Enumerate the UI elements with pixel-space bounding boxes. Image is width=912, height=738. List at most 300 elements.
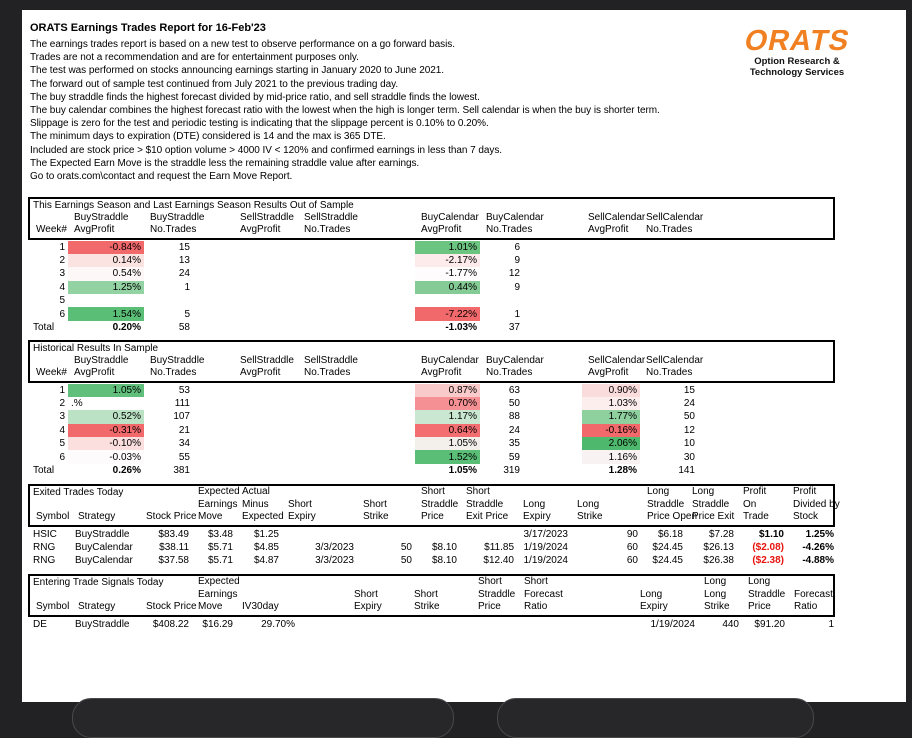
- column-header-cell: Long: [692, 486, 715, 497]
- table-cell: 1/19/2024: [523, 555, 568, 567]
- column-header-cell: SellCalendar: [588, 354, 646, 366]
- table-cell: [298, 267, 347, 280]
- table-cell: ($2.08): [752, 541, 784, 553]
- season-table-title: This Earnings Season and Last Earnings Season Results Out of Sample: [33, 200, 354, 211]
- table-cell: 1.03%: [582, 397, 640, 410]
- table-cell: 0.70%: [415, 397, 480, 410]
- column-header-cell: No.Trades: [304, 224, 351, 235]
- table-cell: 0.54%: [68, 267, 144, 280]
- table-cell: [298, 437, 347, 450]
- table-cell: -1.03%: [445, 321, 477, 333]
- entering-table-header-box: [28, 574, 835, 617]
- column-header-cell: Short: [466, 486, 490, 497]
- table-cell: BuyCalendar: [75, 541, 133, 553]
- column-header-cell: [576, 576, 636, 589]
- table-cell: [698, 294, 837, 307]
- table-cell: $8.10: [431, 555, 457, 567]
- column-header-cell: AvgProfit: [421, 367, 462, 378]
- column-header-cell: SellStraddle: [240, 211, 294, 223]
- column-header-cell: Expiry: [523, 511, 551, 522]
- column-header-cell: Straddle: [748, 588, 786, 600]
- intro-line: Go to orats.com\contact and request the Earn Move Report.: [30, 171, 293, 183]
- table-cell: [234, 424, 298, 437]
- table-cell: $26.13: [703, 541, 734, 553]
- column-header-cell: Forecast: [524, 588, 563, 600]
- table-row: [30, 437, 837, 450]
- table-cell: 1/19/2024: [650, 618, 695, 630]
- season-table: [30, 241, 837, 335]
- table-cell: [698, 254, 837, 267]
- table-cell: [193, 254, 234, 267]
- column-header-cell: [482, 199, 525, 212]
- table-cell: [193, 384, 234, 397]
- table-cell: HSIC: [33, 528, 57, 540]
- table-cell: 4: [59, 424, 65, 436]
- column-header-cell: Earnings: [198, 588, 238, 600]
- table-cell: [193, 307, 234, 320]
- table-cell: RNG: [33, 555, 56, 567]
- table-cell: [282, 528, 357, 541]
- table-cell: 1.01%: [415, 241, 480, 254]
- table-cell: 3/3/2023: [315, 555, 354, 567]
- table-cell: [234, 437, 298, 450]
- table-cell: [698, 397, 837, 410]
- table-cell: [298, 410, 347, 423]
- column-header-cell: BuyStraddle: [74, 211, 129, 223]
- column-header-cell: [349, 224, 417, 237]
- column-header-cell: [525, 224, 584, 237]
- table-cell: 12: [508, 268, 520, 280]
- table-cell: 319: [503, 464, 520, 476]
- column-header-cell: Ratio: [524, 601, 548, 612]
- table-cell: BuyCalendar: [75, 555, 133, 567]
- column-header-cell: Week#: [36, 224, 67, 235]
- bottom-pill-left[interactable]: [72, 698, 454, 738]
- column-header-cell: Price Open: [647, 511, 698, 522]
- table-cell: 0.64%: [415, 424, 480, 437]
- table-cell: -0.03%: [68, 450, 144, 463]
- table-cell: 2: [59, 254, 65, 266]
- column-header-cell: Week#: [36, 367, 67, 378]
- table-cell: 5: [184, 308, 190, 320]
- column-header-cell: Price: [478, 601, 501, 612]
- historical-table-header-box: [28, 340, 835, 383]
- table-cell: [193, 437, 234, 450]
- column-header-cell: [349, 199, 417, 212]
- table-cell: $37.58: [158, 555, 189, 567]
- column-header-cell: Strategy: [78, 511, 116, 522]
- intro-line: Included are stock price > $10 option volume > 4000 IV < 120% and confirmed earnings in less than 7 days.: [30, 144, 502, 156]
- column-header-cell: Straddle: [692, 498, 730, 510]
- table-cell: [298, 281, 347, 294]
- column-header-cell: Earnings: [198, 498, 238, 510]
- table-cell: [582, 254, 640, 267]
- table-cell: $38.11: [159, 541, 189, 553]
- table-cell: 0.26%: [112, 464, 141, 476]
- column-header-cell: [573, 486, 643, 499]
- table-cell: 0.52%: [68, 410, 144, 423]
- table-cell: BuyStraddle: [75, 528, 130, 540]
- column-header-cell: [417, 199, 482, 212]
- entering-table: [30, 618, 837, 631]
- table-cell: [347, 384, 415, 397]
- table-cell: 381: [173, 464, 190, 476]
- table-cell: 10: [683, 438, 695, 450]
- table-cell: [523, 397, 582, 410]
- table-cell: 0.20%: [112, 321, 141, 333]
- table-cell: 1.16%: [582, 450, 640, 463]
- column-header-cell: Long: [640, 588, 663, 600]
- column-header-cell: BuyStraddle: [74, 354, 129, 366]
- table-cell: 1.77%: [582, 410, 640, 423]
- table-cell: 1.25%: [68, 281, 144, 294]
- table-cell: 24: [508, 424, 520, 436]
- column-header-cell: Straddle: [478, 588, 516, 600]
- table-cell: [347, 450, 415, 463]
- column-header-cell: No.Trades: [646, 367, 693, 378]
- table-cell: -0.31%: [68, 424, 144, 437]
- table-row: [30, 384, 837, 397]
- column-header-row: [32, 486, 839, 499]
- column-header-cell: [350, 576, 410, 589]
- column-header-cell: [642, 199, 700, 212]
- column-header-cell: Stock Price: [146, 601, 197, 612]
- table-cell: [523, 464, 582, 477]
- table-cell: Total: [33, 464, 55, 476]
- table-cell: 21: [178, 424, 190, 436]
- table-cell: $3.48: [207, 528, 233, 540]
- table-row: [30, 554, 837, 567]
- column-header-cell: Strike: [704, 601, 730, 612]
- column-header-cell: AvgProfit: [240, 367, 281, 378]
- table-cell: 88: [508, 411, 520, 423]
- table-cell: [698, 321, 837, 334]
- table-cell: [193, 397, 234, 410]
- table-cell: -4.26%: [802, 541, 834, 553]
- column-header-cell: Symbol: [36, 601, 70, 612]
- column-header-cell: Price Exit: [692, 511, 735, 522]
- table-cell: 440: [722, 618, 739, 630]
- table-cell: -0.16%: [582, 424, 640, 437]
- table-cell: 6: [59, 451, 65, 463]
- column-header-cell: [238, 589, 300, 602]
- table-cell: 15: [683, 384, 695, 396]
- column-header-cell: Long: [647, 486, 670, 497]
- column-header-cell: [584, 342, 642, 355]
- table-cell: $91.20: [754, 618, 785, 630]
- table-cell: 5: [59, 438, 65, 450]
- table-row: [30, 397, 837, 410]
- table-cell: [347, 254, 415, 267]
- table-cell: 1.25%: [805, 528, 834, 540]
- column-header-cell: [576, 601, 636, 614]
- table-cell: 50: [400, 541, 412, 553]
- table-cell: 58: [178, 321, 190, 333]
- column-header-cell: [349, 355, 417, 368]
- table-cell: [698, 424, 837, 437]
- table-cell: 5: [59, 295, 65, 307]
- column-header-row: [32, 212, 839, 225]
- table-cell: [347, 267, 415, 280]
- table-cell: [582, 307, 640, 320]
- table-cell: [698, 267, 837, 280]
- column-header-row: [32, 224, 839, 237]
- column-header-cell: [349, 212, 417, 225]
- column-header-cell: [359, 486, 417, 499]
- column-header-cell: Long: [523, 498, 546, 510]
- column-header-cell: Long: [704, 576, 727, 587]
- table-cell: [472, 618, 518, 631]
- column-header-cell: Short: [288, 498, 312, 510]
- column-header-cell: On: [743, 498, 757, 510]
- column-header-cell: SellCalendar: [646, 354, 704, 366]
- column-header-cell: [300, 601, 350, 614]
- table-cell: $83.49: [158, 528, 189, 540]
- column-header-cell: Expiry: [288, 511, 316, 522]
- table-cell: [357, 528, 415, 541]
- table-cell: 1.05%: [415, 437, 480, 450]
- table-cell: [193, 424, 234, 437]
- table-row: [30, 450, 837, 463]
- table-cell: [640, 267, 698, 280]
- column-header-cell: Long: [577, 498, 600, 510]
- table-cell: [234, 267, 298, 280]
- table-cell: [347, 294, 415, 307]
- table-cell: [348, 618, 408, 631]
- intro-line: The earnings trades report is based on a new test to observe performance on a go forward basis.: [30, 39, 455, 50]
- column-header-cell: [700, 355, 839, 368]
- table-cell: 59: [508, 451, 520, 463]
- column-header-cell: [300, 589, 350, 602]
- table-cell: 34: [178, 438, 190, 450]
- column-header-cell: Forecast: [794, 588, 833, 600]
- table-cell: DE: [33, 618, 47, 630]
- table-cell: 141: [678, 464, 695, 476]
- table-cell: [698, 464, 837, 477]
- historical-table-body-wrap: [28, 383, 835, 478]
- intro-line: The test was performed on stocks announcing earnings starting in January 2020 to June 2021.: [30, 65, 445, 77]
- table-cell: [582, 321, 640, 334]
- column-header-cell: [32, 355, 70, 368]
- table-cell: $24.45: [652, 555, 683, 567]
- intro-line: The minimum days to expiration (DTE) considered is 14 and the max is 365 DTE.: [30, 131, 386, 143]
- column-header-cell: Exit Price: [466, 511, 509, 522]
- table-cell: 1/19/2024: [523, 541, 568, 553]
- table-cell: 1.52%: [415, 450, 480, 463]
- table-cell: [698, 410, 837, 423]
- table-row: [30, 321, 837, 334]
- table-cell: 3/3/2023: [315, 541, 354, 553]
- table-cell: [298, 241, 347, 254]
- table-cell: [298, 464, 347, 477]
- column-header-cell: Actual: [242, 486, 270, 497]
- table-cell: $4.87: [253, 555, 279, 567]
- exited-table-title: Exited Trades Today: [33, 487, 124, 498]
- table-cell: [640, 254, 698, 267]
- column-header-cell: [700, 212, 839, 225]
- table-cell: 55: [178, 451, 190, 463]
- table-cell: 3: [59, 268, 65, 280]
- table-cell: [640, 321, 698, 334]
- column-header-cell: SellCalendar: [588, 211, 646, 223]
- intro-line: The forward out of sample test continued from July 2021 to the previous trading day.: [30, 78, 399, 90]
- table-cell: [523, 450, 582, 463]
- column-header-cell: Long: [704, 588, 727, 600]
- column-header-cell: No.Trades: [150, 367, 197, 378]
- table-cell: 30: [683, 451, 695, 463]
- table-row: [30, 281, 837, 294]
- column-header-cell: [525, 199, 584, 212]
- table-cell: [298, 294, 347, 307]
- table-cell: [234, 321, 298, 334]
- table-cell: 60: [626, 541, 638, 553]
- table-row: [30, 618, 837, 631]
- table-row: [30, 294, 837, 307]
- table-cell: [234, 241, 298, 254]
- column-header-cell: AvgProfit: [588, 224, 629, 235]
- table-cell: [523, 294, 582, 307]
- column-header-cell: Short: [524, 576, 548, 587]
- table-cell: 53: [178, 384, 190, 396]
- column-header-cell: [584, 199, 642, 212]
- table-cell: 3: [59, 411, 65, 423]
- table-cell: 1.54%: [68, 307, 144, 320]
- table-cell: [347, 307, 415, 320]
- column-header-cell: [576, 589, 636, 602]
- table-cell: [234, 384, 298, 397]
- orats-wordmark: ORATS: [741, 25, 853, 57]
- column-header-row: [32, 511, 839, 524]
- column-header-cell: BuyCalendar: [421, 354, 479, 366]
- table-cell: [523, 254, 582, 267]
- column-header-row: [32, 499, 839, 512]
- table-cell: 0.87%: [415, 384, 480, 397]
- column-header-cell: Stock: [793, 511, 819, 522]
- column-header-cell: [525, 342, 584, 355]
- table-cell: [582, 294, 640, 307]
- table-cell: [698, 241, 837, 254]
- column-header-cell: [74, 499, 142, 512]
- column-header-row: [32, 367, 839, 380]
- table-cell: [234, 410, 298, 423]
- column-header-cell: Short: [421, 486, 445, 497]
- table-cell: $26.38: [703, 555, 734, 567]
- intro-line: The buy straddle finds the highest forecast divided by mid-price ratio, and sell straddle finds the lowest.: [30, 91, 480, 103]
- table-cell: [518, 618, 574, 631]
- column-header-cell: Expected: [242, 511, 284, 522]
- table-cell: [460, 528, 517, 541]
- table-cell: [193, 294, 234, 307]
- column-header-cell: Price: [421, 511, 444, 522]
- table-cell: BuyStraddle: [75, 618, 130, 630]
- table-cell: [640, 294, 698, 307]
- table-cell: 2: [59, 397, 65, 409]
- intro-line: Slippage is zero for the test and periodic testing is indicating that the slippage percent is 0.10% to 0.20%.: [30, 118, 489, 130]
- exited-table: [30, 528, 837, 568]
- column-header-cell: [195, 342, 236, 355]
- table-cell: [298, 254, 347, 267]
- table-row: [30, 424, 837, 437]
- report-title: ORATS Earnings Trades Report for 16-Feb'23: [30, 22, 266, 34]
- table-cell: 13: [178, 254, 190, 266]
- table-cell: [523, 424, 582, 437]
- column-header-cell: No.Trades: [486, 367, 533, 378]
- table-cell: -1.77%: [415, 267, 480, 280]
- table-row: [30, 410, 837, 423]
- column-header-cell: Short: [478, 576, 502, 587]
- table-cell: 0.90%: [582, 384, 640, 397]
- table-cell: $1.10: [758, 528, 784, 540]
- historical-table: [30, 384, 837, 478]
- table-cell: [582, 267, 640, 280]
- table-cell: [234, 450, 298, 463]
- bottom-pill-right[interactable]: [497, 698, 814, 738]
- column-header-cell: Strike: [363, 511, 389, 522]
- table-cell: 24: [178, 268, 190, 280]
- table-row: [30, 541, 837, 554]
- column-header-row: [32, 589, 839, 602]
- table-cell: 24: [683, 397, 695, 409]
- column-header-cell: [142, 589, 194, 602]
- table-cell: 1: [184, 281, 190, 293]
- column-header-cell: AvgProfit: [240, 224, 281, 235]
- table-cell: [193, 410, 234, 423]
- column-header-cell: [790, 576, 839, 589]
- table-cell: [347, 241, 415, 254]
- table-cell: 90: [626, 528, 638, 540]
- column-header-cell: AvgProfit: [74, 224, 115, 235]
- table-cell: 6: [514, 241, 520, 253]
- intro-line: Trades are not a recommendation and are for entertainment purposes only.: [30, 52, 359, 64]
- table-row: [30, 464, 837, 477]
- table-cell: 1: [514, 308, 520, 320]
- table-cell: [523, 384, 582, 397]
- column-header-cell: [284, 486, 359, 499]
- table-cell: [298, 450, 347, 463]
- column-header-cell: SellStraddle: [304, 211, 358, 223]
- table-cell: [347, 424, 415, 437]
- exited-table-header: [32, 486, 839, 524]
- column-header-cell: Symbol: [36, 511, 70, 522]
- column-header-cell: [410, 576, 474, 589]
- column-header-cell: [32, 499, 74, 512]
- table-cell: 9: [514, 254, 520, 266]
- table-cell: [698, 281, 837, 294]
- table-cell: [193, 450, 234, 463]
- table-cell: 1.05%: [448, 464, 477, 476]
- column-header-cell: [636, 576, 700, 589]
- table-cell: [640, 307, 698, 320]
- column-header-cell: SellStraddle: [304, 354, 358, 366]
- table-cell: [298, 384, 347, 397]
- season-table-header-box: [28, 197, 835, 240]
- table-cell: $5.71: [207, 555, 233, 567]
- exited-table-body-wrap: [28, 527, 835, 568]
- column-header-cell: [32, 212, 70, 225]
- table-cell: [415, 294, 480, 307]
- column-header-cell: Profit: [793, 486, 817, 497]
- table-row: [30, 307, 837, 320]
- table-cell: 60: [626, 555, 638, 567]
- column-header-cell: [700, 342, 839, 355]
- column-header-cell: SellStraddle: [240, 354, 294, 366]
- column-header-cell: Short: [414, 588, 438, 600]
- table-cell: $11.85: [484, 541, 514, 553]
- column-header-cell: Expected: [198, 576, 240, 587]
- table-cell: [68, 294, 144, 307]
- report-intro: [30, 22, 660, 183]
- season-table-body-wrap: [28, 240, 835, 335]
